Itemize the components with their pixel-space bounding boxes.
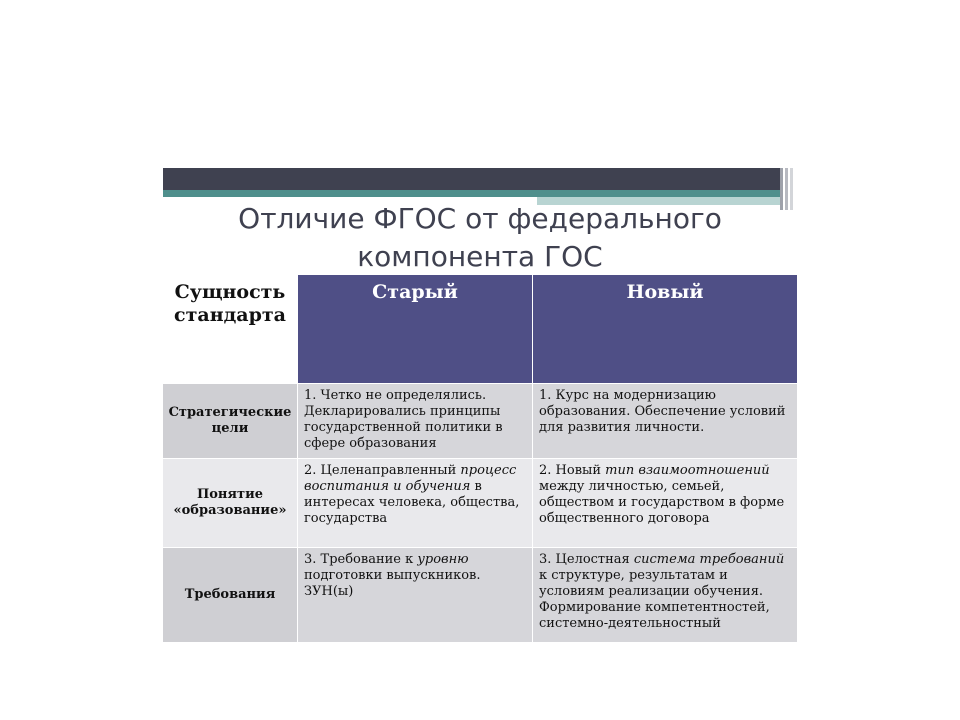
row-label-cell bbox=[163, 548, 297, 642]
new-requirements-text-2: система требований bbox=[633, 552, 785, 567]
new-cell-education bbox=[533, 459, 797, 547]
header-new-label: Новый bbox=[626, 281, 704, 303]
new-education-text-1: 2. Новый bbox=[539, 463, 606, 478]
row-label: Требования bbox=[184, 587, 276, 602]
header-essence-label: Сущность стандарта bbox=[174, 281, 286, 326]
new-education-text-2: тип взаимоотношений bbox=[605, 463, 770, 478]
new-requirements-text-1: 3. Целостная bbox=[539, 552, 634, 567]
row-label: Понятие «образование» bbox=[173, 487, 287, 518]
title-band-teal bbox=[163, 190, 780, 197]
slide-title bbox=[163, 200, 797, 276]
row-label-cell bbox=[163, 384, 297, 458]
old-requirements-text-1: 3. Требование к bbox=[304, 552, 418, 567]
old-requirements-text-2: уровню bbox=[417, 552, 469, 567]
new-cell-requirements bbox=[533, 548, 797, 642]
title-band-dark bbox=[163, 168, 780, 190]
slide-title-line-1: Отличие ФГОС от федерального bbox=[238, 202, 722, 235]
header-essence-cell bbox=[163, 275, 297, 383]
slide bbox=[163, 168, 797, 642]
slide-title-line-2: компонента ГОС bbox=[357, 240, 603, 273]
old-cell-education bbox=[298, 459, 532, 547]
header-old-cell bbox=[298, 275, 532, 383]
header-new-cell bbox=[533, 275, 797, 383]
new-education-text-3: между личностью, семьей, обществом и государством в форме общественного договора bbox=[539, 479, 785, 526]
row-label: Стратегические цели bbox=[168, 405, 292, 436]
header-old-label: Старый bbox=[372, 281, 458, 303]
old-goals-text: 1. Четко не определялись. Декларировались принципы государственной политики в сфере образования bbox=[304, 388, 503, 451]
old-cell-goals bbox=[298, 384, 532, 458]
old-education-text-3: в интересах человека, общества, государства bbox=[304, 479, 520, 526]
old-requirements-text-3: подготовки выпускников. ЗУН(ы) bbox=[304, 568, 481, 599]
new-requirements-text-3: к структуре, результатам и условиям реализации обучения. Формирование компетентностей, системно-деятельностный bbox=[539, 568, 770, 631]
old-education-text-1: 2. Целенаправленный bbox=[304, 463, 461, 478]
new-goals-text: 1. Курс на модернизацию образования. Обеспечение условий для развития личности. bbox=[539, 388, 786, 435]
new-cell-goals bbox=[533, 384, 797, 458]
old-cell-requirements bbox=[298, 548, 532, 642]
old-education-text-2: процесс воспитания и обучения bbox=[304, 463, 517, 494]
row-label-cell bbox=[163, 459, 297, 547]
